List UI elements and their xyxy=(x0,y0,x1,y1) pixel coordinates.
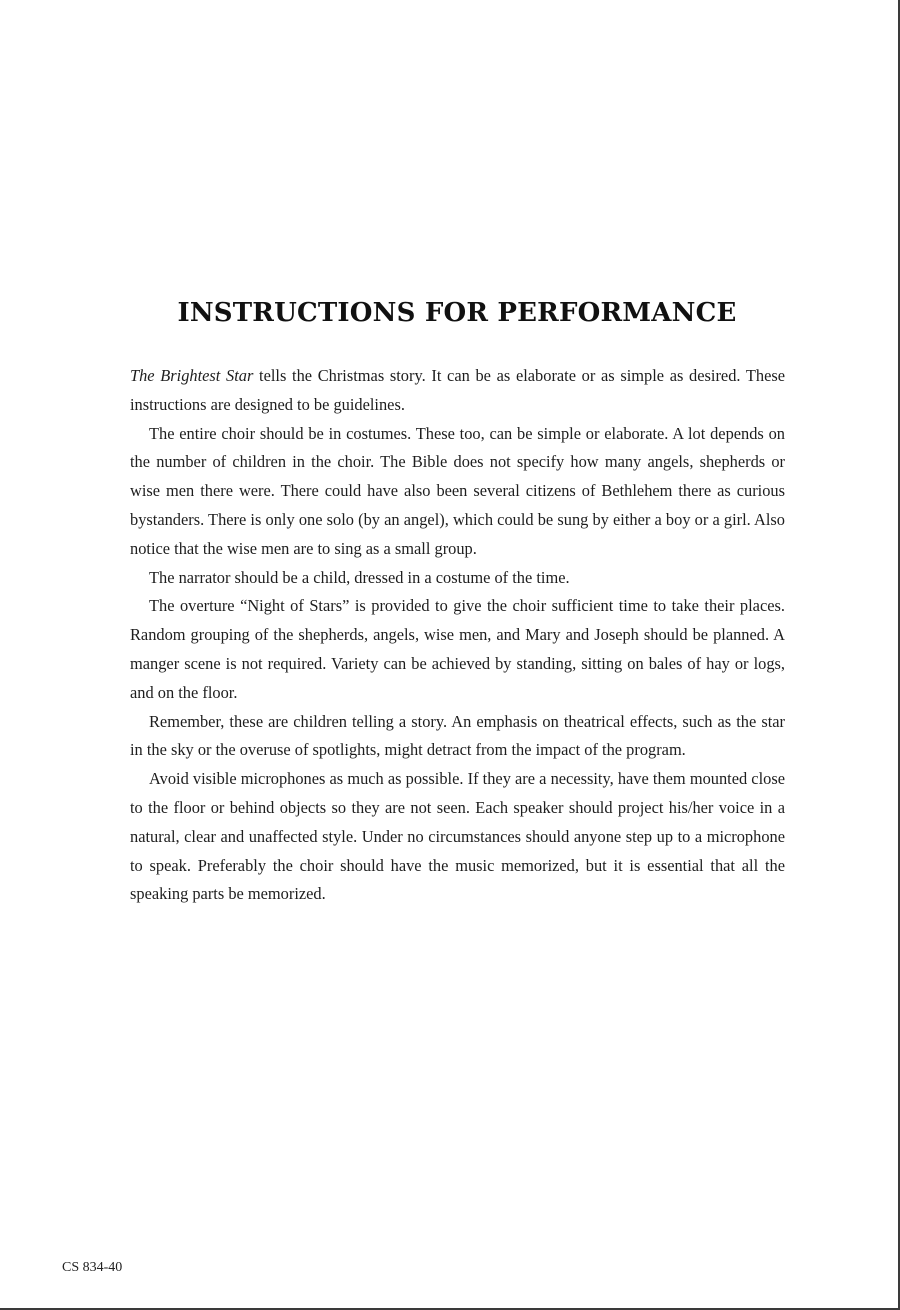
instructions-body xyxy=(130,362,785,909)
page-title: INSTRUCTIONS FOR PERFORMANCE xyxy=(177,298,737,328)
catalog-number: CS 834-40 xyxy=(62,1260,123,1275)
paragraph-overture: The overture “Night of Stars” is provided to give the choir sufficient time to take their places. Random grouping of the shepherds, angels, wise men, and Mary and Joseph should be planned. A manger scene is not required. Variety can be achieved by standing, sitting on bales of hay or logs, and on the floor. xyxy=(130,596,785,702)
paragraph-narrator: The narrator should be a child, dressed in a costume of the time. xyxy=(149,567,570,587)
work-title: The Brightest Star xyxy=(130,366,254,385)
paragraph-effects: Remember, these are children telling a story. An emphasis on theatrical effects, such as the star in the sky or the overuse of spotlights, might detract from the impact of the program. xyxy=(130,711,785,760)
paragraph-intro-text: tells the Christmas story. It can be as elaborate or as simple as desired. These instructions are designed to be guidelines. xyxy=(130,366,785,414)
paragraph-costumes: The entire choir should be in costumes. These too, can be simple or elaborate. A lot depends on the number of children in the choir. The Bible does not specify how many angels, shepherds or wise men there were. There could have also been several citizens of Bethlehem there as curious bystanders. There is only one solo (by an angel), which could be sung by either a boy or a girl. Also notice that the wise men are to sing as a small group. xyxy=(130,423,785,558)
paragraph-microphones: Avoid visible microphones as much as possible. If they are a necessity, have them mounted close to the floor or behind objects so they are not seen. Each speaker should project his/her voice in a natural, clear and unaffected style. Under no circumstances should anyone step up to a microphone to speak. Preferably the choir should have the music memorized, but it is essential that all the speaking parts be memorized. xyxy=(130,769,785,904)
paragraph-intro xyxy=(130,362,785,420)
